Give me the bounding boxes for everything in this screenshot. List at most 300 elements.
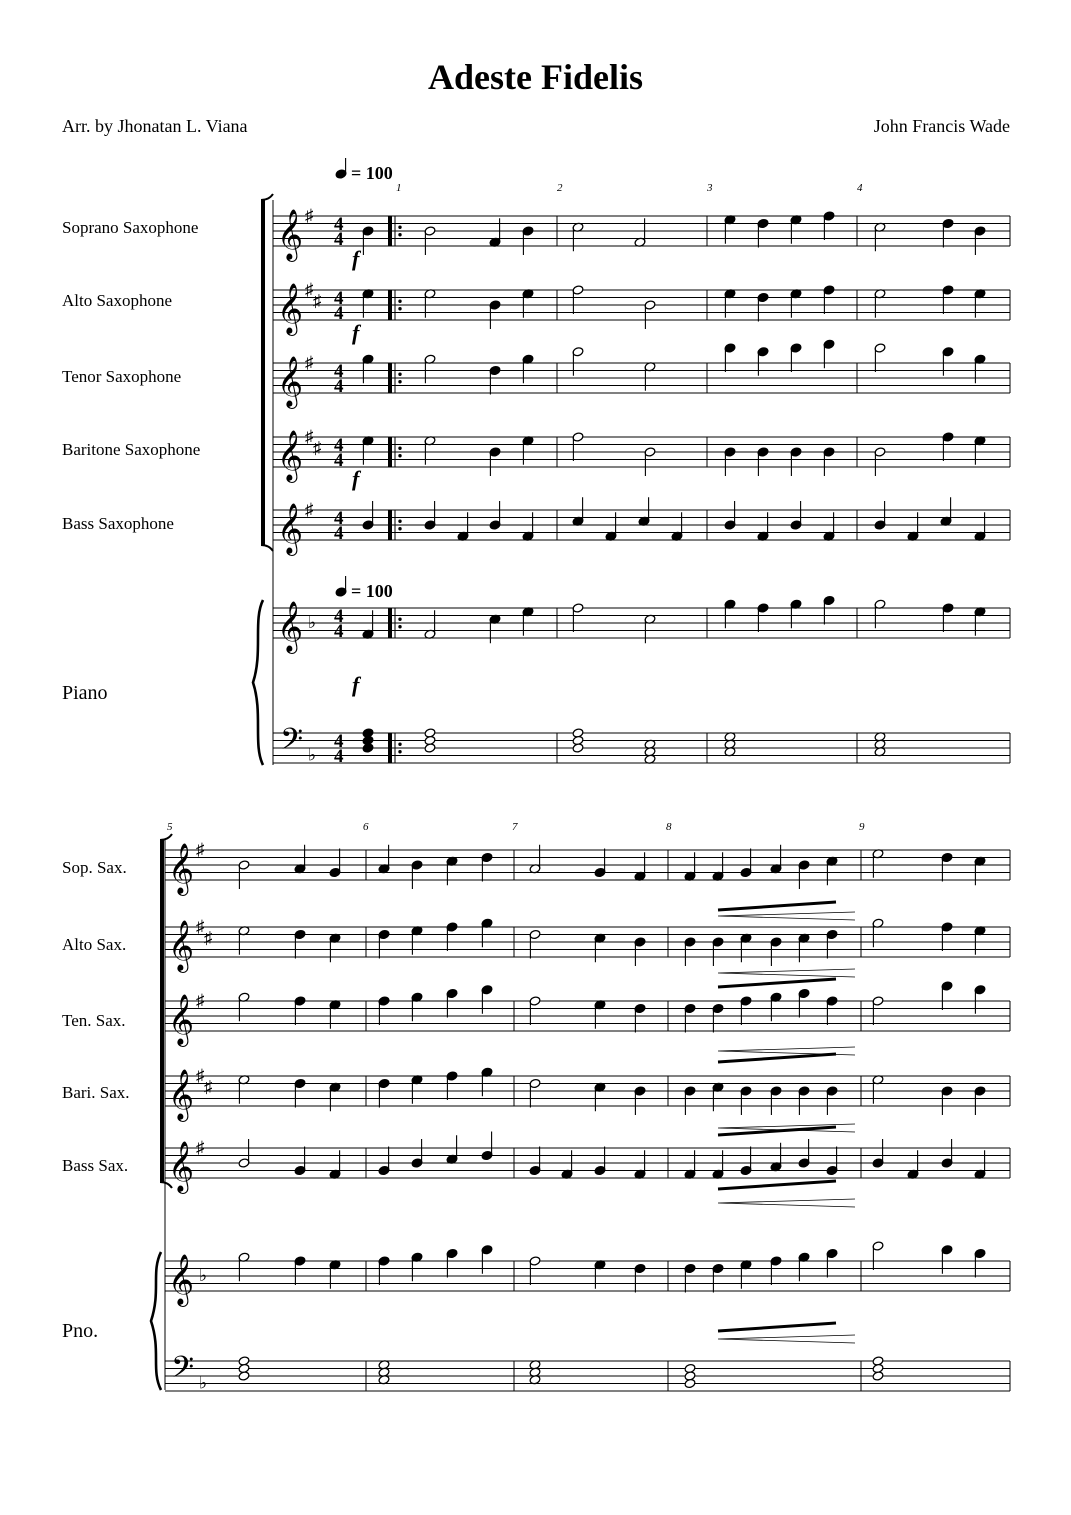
- treble-clef-icon: 𝄞: [168, 1070, 195, 1119]
- note: [411, 926, 423, 955]
- note: [798, 1252, 810, 1281]
- note: [594, 1082, 606, 1111]
- bass-clef-icon: 𝄢: [280, 723, 304, 763]
- note: [671, 512, 683, 541]
- note: [974, 289, 986, 318]
- note: [874, 222, 886, 251]
- sharp-icon: ♯: [305, 353, 314, 372]
- note: [874, 599, 886, 628]
- note: [489, 614, 501, 643]
- composer-credit: John Francis Wade: [873, 116, 1010, 136]
- repeat-dot: [398, 527, 401, 530]
- note: [644, 614, 656, 643]
- repeat-barline-thick: [388, 437, 392, 467]
- note: [712, 1150, 724, 1179]
- sharp-icon: ♯: [313, 438, 322, 458]
- note: [335, 576, 347, 597]
- time-signature-top: 4: [334, 214, 344, 235]
- note: [872, 1371, 884, 1381]
- note: [740, 1086, 752, 1115]
- note: [823, 595, 835, 624]
- note: [872, 918, 884, 947]
- note: [522, 354, 534, 383]
- note: [481, 1132, 493, 1161]
- instrument-short-bass: Bass Sax.: [62, 1156, 129, 1175]
- treble-clef-icon: 𝄞: [277, 431, 304, 480]
- note: [941, 981, 953, 1010]
- time-signature-bottom: 4: [334, 746, 344, 767]
- flat-icon: ♭: [199, 1373, 208, 1393]
- note: [941, 1086, 953, 1115]
- note: [481, 918, 493, 947]
- note: [638, 497, 650, 526]
- note: [684, 1003, 696, 1032]
- note: [489, 447, 501, 476]
- note: [594, 849, 606, 878]
- note: [424, 436, 436, 465]
- note: [712, 852, 724, 881]
- treble-clef-icon: 𝄞: [168, 921, 195, 970]
- beam: [718, 1181, 836, 1189]
- repeat-barline-thick: [388, 510, 392, 540]
- note: [974, 354, 986, 383]
- note: [634, 1263, 646, 1292]
- time-signature-top: 4: [334, 288, 344, 309]
- note: [740, 1147, 752, 1176]
- note: [974, 926, 986, 955]
- note: [907, 1150, 919, 1179]
- note: [757, 512, 769, 541]
- sharp-icon: ♯: [196, 1066, 205, 1085]
- treble-clef-icon: 𝄞: [277, 210, 304, 259]
- note: [238, 926, 250, 955]
- treble-clef-icon: 𝄞: [277, 357, 304, 406]
- note: [572, 347, 584, 376]
- note: [872, 996, 884, 1025]
- note: [757, 218, 769, 247]
- note: [872, 849, 884, 878]
- note: [424, 610, 436, 639]
- note: [644, 362, 656, 391]
- time-signature-top: 4: [334, 731, 344, 752]
- bracket-hook: [160, 834, 172, 840]
- note: [362, 743, 374, 753]
- note: [798, 988, 810, 1017]
- time-signature-bottom: 4: [334, 376, 344, 397]
- note: [634, 218, 646, 247]
- tempo-marking: = 100: [351, 163, 393, 183]
- note: [411, 992, 423, 1021]
- note: [572, 432, 584, 461]
- note: [634, 1150, 646, 1179]
- note: [826, 996, 838, 1025]
- note: [823, 285, 835, 314]
- time-signature-bottom: 4: [334, 450, 344, 471]
- instrument-short-baritone: Bari. Sax.: [62, 1083, 130, 1102]
- note: [826, 929, 838, 958]
- note: [740, 1260, 752, 1289]
- note: [724, 289, 736, 318]
- note: [362, 226, 374, 255]
- note: [529, 1147, 541, 1176]
- flat-icon: ♭: [199, 1266, 208, 1285]
- sharp-icon: ♯: [305, 427, 314, 446]
- note: [941, 852, 953, 881]
- note: [238, 1371, 250, 1381]
- note: [605, 512, 617, 541]
- note: [446, 1248, 458, 1277]
- piano-brace: [151, 1252, 161, 1390]
- repeat-dot: [398, 743, 401, 746]
- beam: [718, 1054, 836, 1062]
- note: [712, 1263, 724, 1292]
- note: [489, 300, 501, 329]
- note: [529, 1256, 541, 1285]
- sharp-icon: ♯: [196, 840, 205, 859]
- repeat-dot: [398, 625, 401, 628]
- note: [335, 158, 347, 179]
- note: [770, 992, 782, 1021]
- flat-icon: ♭: [308, 613, 317, 632]
- time-signature-top: 4: [334, 435, 344, 456]
- note: [941, 1139, 953, 1168]
- repeat-barline-thick: [388, 363, 392, 393]
- note: [872, 1139, 884, 1168]
- piano-brace: [253, 600, 263, 765]
- treble-clef-icon: 𝄞: [168, 995, 195, 1044]
- note: [634, 937, 646, 966]
- ensemble-bracket: [160, 840, 164, 1182]
- crescendo-hairpin: [718, 1335, 855, 1343]
- note: [974, 1086, 986, 1115]
- repeat-dot: [398, 307, 401, 310]
- note: [874, 343, 886, 372]
- note: [362, 354, 374, 383]
- note: [874, 501, 886, 530]
- note: [561, 1150, 573, 1179]
- note: [446, 1071, 458, 1100]
- note: [684, 852, 696, 881]
- crescendo-hairpin: [718, 1199, 855, 1207]
- note: [238, 1139, 250, 1168]
- note: [874, 289, 886, 318]
- note: [724, 501, 736, 530]
- note: [446, 922, 458, 951]
- note: [411, 1139, 423, 1168]
- note: [770, 1086, 782, 1115]
- note: [740, 849, 752, 878]
- sharp-icon: ♯: [196, 1138, 205, 1157]
- arranger-credit: Arr. by Jhonatan L. Viana: [62, 116, 248, 136]
- ensemble-bracket: [261, 200, 265, 545]
- note: [798, 933, 810, 962]
- repeat-dot: [398, 226, 401, 229]
- treble-clef-icon: 𝄞: [168, 844, 195, 893]
- note: [974, 607, 986, 636]
- note: [798, 860, 810, 889]
- repeat-barline-thick: [388, 290, 392, 320]
- note: [294, 845, 306, 874]
- note: [424, 226, 436, 255]
- note: [329, 1000, 341, 1029]
- note: [790, 343, 802, 372]
- note: [941, 1245, 953, 1274]
- note: [684, 1263, 696, 1292]
- treble-clef-icon: 𝄞: [168, 1142, 195, 1191]
- note: [362, 501, 374, 530]
- note: [644, 300, 656, 329]
- treble-clef-icon: 𝄞: [277, 504, 304, 553]
- sharp-icon: ♯: [204, 928, 213, 948]
- note: [740, 933, 752, 962]
- treble-clef-icon: 𝄞: [168, 1255, 195, 1304]
- note: [790, 215, 802, 244]
- note: [974, 1150, 986, 1179]
- repeat-barline-thick: [388, 733, 392, 763]
- repeat-barline-thick: [388, 608, 392, 638]
- note: [594, 1147, 606, 1176]
- note: [489, 365, 501, 394]
- note: [424, 354, 436, 383]
- note: [572, 497, 584, 526]
- note: [712, 1003, 724, 1032]
- note: [378, 929, 390, 958]
- note: [329, 1260, 341, 1289]
- sharp-icon: ♯: [196, 917, 205, 936]
- note: [362, 610, 374, 639]
- note: [329, 1150, 341, 1179]
- note: [790, 599, 802, 628]
- flat-icon: ♭: [308, 745, 317, 765]
- dynamic-marking: f: [352, 466, 360, 491]
- time-signature-bottom: 4: [334, 303, 344, 324]
- note: [572, 603, 584, 632]
- note: [770, 937, 782, 966]
- note: [572, 222, 584, 251]
- note: [529, 845, 541, 874]
- time-signature-bottom: 4: [334, 621, 344, 642]
- repeat-barline-thick: [388, 216, 392, 246]
- note: [594, 933, 606, 962]
- time-signature-top: 4: [334, 361, 344, 382]
- note: [826, 1086, 838, 1115]
- instrument-name-bass: Bass Saxophone: [62, 514, 174, 533]
- note: [294, 1256, 306, 1285]
- measure-number: 2: [557, 182, 563, 194]
- note: [238, 1075, 250, 1104]
- repeat-dot: [398, 300, 401, 303]
- time-signature-bottom: 4: [334, 229, 344, 250]
- note: [489, 218, 501, 247]
- note: [823, 512, 835, 541]
- measure-number: 9: [859, 821, 865, 833]
- note: [684, 937, 696, 966]
- instrument-name-alto: Alto Saxophone: [62, 291, 173, 310]
- note: [826, 1147, 838, 1176]
- note: [974, 985, 986, 1014]
- note: [757, 292, 769, 321]
- note: [872, 1241, 884, 1270]
- note: [378, 1078, 390, 1107]
- note: [634, 852, 646, 881]
- note: [757, 603, 769, 632]
- note: [790, 447, 802, 476]
- note: [529, 996, 541, 1025]
- beam: [718, 1323, 836, 1331]
- note: [634, 1003, 646, 1032]
- note: [238, 1252, 250, 1281]
- note: [378, 1147, 390, 1176]
- note: [823, 211, 835, 240]
- note: [411, 860, 423, 889]
- note: [489, 501, 501, 530]
- note: [481, 1067, 493, 1096]
- beam: [718, 979, 836, 987]
- repeat-dot: [398, 618, 401, 621]
- note: [823, 447, 835, 476]
- instrument-name-tenor: Tenor Saxophone: [62, 367, 182, 386]
- note: [724, 447, 736, 476]
- note: [446, 988, 458, 1017]
- note: [684, 1150, 696, 1179]
- note: [974, 1248, 986, 1277]
- sharp-icon: ♯: [196, 991, 205, 1010]
- note: [329, 933, 341, 962]
- note: [770, 845, 782, 874]
- note: [942, 285, 954, 314]
- note: [770, 1143, 782, 1172]
- repeat-dot: [398, 380, 401, 383]
- note: [724, 599, 736, 628]
- time-signature-top: 4: [334, 606, 344, 627]
- note: [724, 343, 736, 372]
- note: [294, 1147, 306, 1176]
- note: [974, 226, 986, 255]
- note: [790, 289, 802, 318]
- instrument-short-alto: Alto Sax.: [62, 935, 127, 954]
- note: [684, 1378, 696, 1388]
- note: [446, 856, 458, 885]
- instrument-short-tenor: Ten. Sax.: [62, 1011, 126, 1030]
- note: [522, 226, 534, 255]
- note: [329, 1082, 341, 1111]
- note: [634, 1086, 646, 1115]
- note: [424, 743, 436, 753]
- note: [942, 218, 954, 247]
- note: [572, 285, 584, 314]
- note: [362, 436, 374, 465]
- treble-clef-icon: 𝄞: [277, 284, 304, 333]
- note: [644, 447, 656, 476]
- sharp-icon: ♯: [305, 280, 314, 299]
- note: [378, 996, 390, 1025]
- note: [974, 512, 986, 541]
- note: [362, 289, 374, 318]
- note: [424, 501, 436, 530]
- repeat-dot: [398, 373, 401, 376]
- note: [872, 1075, 884, 1104]
- instrument-short-soprano: Sop. Sax.: [62, 858, 127, 877]
- sharp-icon: ♯: [204, 1077, 213, 1097]
- note: [941, 922, 953, 951]
- repeat-dot: [398, 520, 401, 523]
- note: [529, 929, 541, 958]
- note: [757, 347, 769, 376]
- note: [826, 856, 838, 885]
- note: [826, 1248, 838, 1277]
- bracket-hook: [261, 545, 273, 551]
- measure-number: 3: [707, 182, 713, 194]
- repeat-dot: [398, 750, 401, 753]
- note: [457, 512, 469, 541]
- treble-clef-icon: 𝄞: [277, 602, 304, 651]
- sharp-icon: ♯: [305, 500, 314, 519]
- note: [594, 1000, 606, 1029]
- measure-number: 6: [363, 821, 369, 833]
- note: [942, 432, 954, 461]
- tempo-marking: = 100: [351, 581, 393, 601]
- instrument-name-soprano: Soprano Saxophone: [62, 218, 199, 237]
- note: [481, 985, 493, 1014]
- score-title: Adeste Fidelis: [428, 57, 643, 97]
- note: [529, 1078, 541, 1107]
- dynamic-marking: f: [352, 320, 360, 345]
- instrument-name-piano: Piano: [62, 682, 108, 704]
- repeat-dot: [398, 447, 401, 450]
- repeat-dot: [398, 233, 401, 236]
- note: [294, 929, 306, 958]
- measure-number: 7: [512, 821, 518, 833]
- note: [942, 603, 954, 632]
- note: [757, 447, 769, 476]
- note: [790, 501, 802, 530]
- note: [712, 937, 724, 966]
- note: [974, 856, 986, 885]
- note: [770, 1256, 782, 1285]
- sharp-icon: ♯: [305, 206, 314, 225]
- crescendo-hairpin: [718, 912, 855, 920]
- note: [378, 1256, 390, 1285]
- note: [522, 512, 534, 541]
- note: [522, 607, 534, 636]
- note: [411, 1075, 423, 1104]
- note: [522, 436, 534, 465]
- note: [798, 1139, 810, 1168]
- note: [798, 1086, 810, 1115]
- bracket-hook: [261, 194, 273, 200]
- note: [942, 347, 954, 376]
- note: [411, 1252, 423, 1281]
- time-signature-top: 4: [334, 508, 344, 529]
- instrument-name-baritone: Baritone Saxophone: [62, 440, 201, 459]
- dynamic-marking: f: [352, 672, 360, 697]
- note: [481, 1245, 493, 1274]
- note: [823, 339, 835, 368]
- note: [874, 447, 886, 476]
- measure-number: 4: [857, 182, 863, 194]
- sharp-icon: ♯: [313, 291, 322, 311]
- time-signature-bottom: 4: [334, 523, 344, 544]
- note: [684, 1086, 696, 1115]
- measure-number: 8: [666, 821, 672, 833]
- measure-number: 1: [396, 182, 402, 194]
- note: [594, 1260, 606, 1289]
- note: [329, 849, 341, 878]
- note: [294, 1078, 306, 1107]
- note: [446, 1135, 458, 1164]
- note: [907, 512, 919, 541]
- bass-clef-icon: 𝄢: [171, 1351, 195, 1391]
